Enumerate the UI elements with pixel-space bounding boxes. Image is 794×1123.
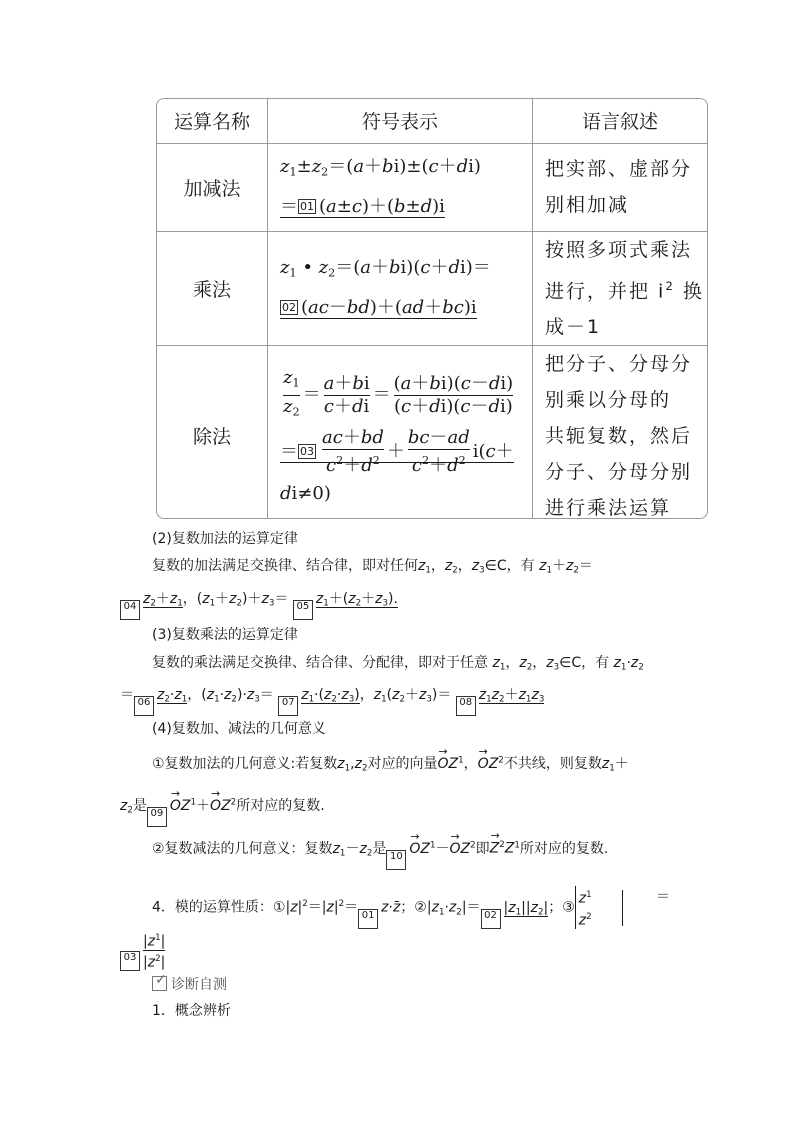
checkbox-icon: ✓ bbox=[152, 976, 167, 991]
concept-heading: 1．概念辨析 bbox=[152, 1003, 231, 1019]
answer-box: 10 bbox=[386, 850, 406, 870]
row-mul-name: 乘法 bbox=[157, 231, 268, 345]
answer-box: 01 bbox=[300, 199, 314, 213]
header-symbol: 符号表示 bbox=[268, 99, 533, 143]
answer-box: 02 bbox=[282, 300, 296, 314]
section-2-answers: 04 $z_2+z_1$，$(z_1+z_2)+z_3= 05$ $z_1+(z_2+z_3)$. bbox=[120, 588, 398, 620]
header-description: 语言叙述 bbox=[533, 99, 708, 143]
diagnostic-heading: ✓ 诊断自测 bbox=[152, 974, 227, 994]
answer-box: 02 bbox=[481, 909, 501, 929]
section-4-p2: ②复数减法的几何意义：复数$z_1-z_2$是 $10\to OZ^1-\to OZ^2$即→ $Z^2Z^1$所对应的复数. bbox=[152, 838, 608, 870]
answer-box: 04 bbox=[120, 600, 140, 620]
answer-box: 03 bbox=[120, 951, 140, 971]
row-add-name: 加减法 bbox=[157, 143, 268, 231]
section-3-text: 复数的乘法满足交换律、结合律、分配律，即对于任意 $z_1$，$z_2$，$z_3\in C$，有 $z_1\cdot z_2$ bbox=[152, 655, 644, 673]
answer-box: 07 bbox=[278, 696, 298, 716]
section-4-p1-cont: $z_2$是 $09\to OZ^1+\to OZ^2$所对应的复数. bbox=[120, 795, 325, 827]
section-4-title: (4)复数加、减法的几何意义 bbox=[152, 721, 326, 737]
answer-box: 05 bbox=[293, 600, 313, 620]
section-3-title: (3)复数乘法的运算定律 bbox=[152, 627, 298, 643]
section-3-answers: ＝ 06 $z_2\cdot z_1$，$(z_1\cdot z_2)\cdot z_3= 07$ $z_1\cdot(z_2\cdot z_3)$，$z_1(z_2+z_3)= 08$ $z_1z_2+z_1z_3$ bbox=[120, 684, 544, 716]
row-div-desc: 把分子、分母分 别乘以分母的 共轭复数，然后 分子、分母分别 进行乘法运算 bbox=[533, 345, 708, 519]
row-add-formula: $z_1\pm z_2=(a+bi)\pm(c+di)$ ＝ 01 (a±c)＋(b±d)i bbox=[268, 143, 533, 231]
equals-sign: ＝ bbox=[656, 889, 670, 905]
section-4-p1: ①复数加法的几何意义:若复数$z_1,z_2$对应的向量→ $OZ^1$，→ $OZ^2$不共线，则复数$z_1+$ bbox=[152, 753, 629, 774]
operations-table bbox=[156, 98, 708, 519]
answer-box: 06 bbox=[134, 696, 154, 716]
row-mul-formula: $z_1$ • $z_2=(a+bi)(c+di)=$ 02 (ac－bd)＋(ad＋bc)i bbox=[268, 231, 533, 345]
section-5-answer: 03 $\frac{|z^1|}{|z^2|}$ bbox=[120, 930, 165, 971]
row-div-name: 除法 bbox=[157, 345, 268, 519]
section-5-line: 4．模的运算性质：$①|z|^2=|z|^2= 01$ z·z̄；$②|z_1\cdot z_2|= 02$ $|z_1||z_2|$；③ $z^1$ $z^2$ bbox=[152, 886, 623, 929]
answer-box: 03 bbox=[300, 445, 314, 459]
row-add-desc: 把实部、虚部分 别相加减 bbox=[533, 143, 708, 231]
row-div-formula: $\frac{z_1}{z_2}$ ＝ $\frac{a+bi}{c+di}$ ＝ $\frac{(a+bi)(c-di)}{(c+di)(c-di)}$ ＝ 03 $\frac{ac+bd}{c^2+d^2}$ ＋ $\frac{bc-ad}{c^2+d^2}$ i(c＋ di≠0) bbox=[268, 345, 533, 519]
answer-box: 08 bbox=[456, 696, 476, 716]
answer-box: 09 bbox=[147, 807, 167, 827]
section-2-text: 复数的加法满足交换律、结合律，即对任何$z_1$，$z_2$，$z_3\in C$，有 $z_1+z_2=$ bbox=[152, 558, 593, 576]
answer-box: 01 bbox=[358, 909, 378, 929]
section-2-title: (2)复数加法的运算定律 bbox=[152, 531, 298, 547]
row-mul-desc: 按照多项式乘法 进行，并把 $i^2$ 换 成－1 bbox=[533, 231, 708, 345]
header-op-name: 运算名称 bbox=[157, 99, 268, 143]
